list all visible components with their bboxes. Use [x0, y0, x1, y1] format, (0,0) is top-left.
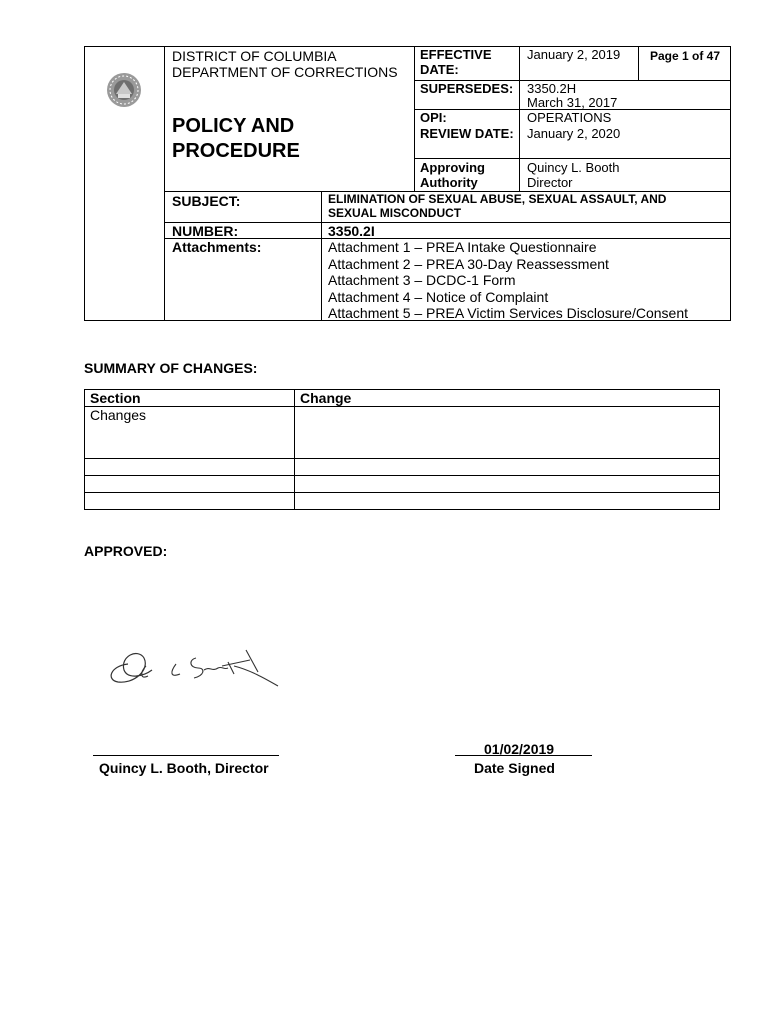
table-line	[84, 389, 720, 390]
approving-authority-value-line1: Quincy L. Booth	[527, 160, 620, 175]
effective-date-label-line1: EFFECTIVE	[420, 47, 492, 62]
subject-value-line1: ELIMINATION OF SEXUAL ABUSE, SEXUAL ASSAULT, AND	[328, 192, 667, 206]
table-line	[84, 475, 720, 476]
date-signed-value: 01/02/2019	[484, 741, 555, 757]
approving-authority-label-line1: Approving	[420, 160, 485, 175]
agency-name-line2: DEPARTMENT OF CORRECTIONS	[172, 64, 398, 80]
supersedes-label: SUPERSEDES:	[420, 81, 514, 96]
approving-authority-value-line2: Director	[527, 175, 573, 190]
table-border-top	[84, 46, 731, 47]
label-value-divider	[321, 191, 322, 321]
column-header-change: Change	[300, 390, 352, 406]
review-date-value: January 2, 2020	[527, 126, 621, 141]
table-line	[84, 389, 85, 510]
column-header-section: Section	[90, 390, 141, 406]
supersedes-value-line2: March 31, 2017	[527, 95, 618, 110]
attachment-item: Attachment 5 – PREA Victim Services Disclosure/Consent	[328, 305, 689, 321]
subject-value-line2: SEXUAL MISCONDUCT	[328, 206, 462, 220]
table-line	[294, 389, 295, 510]
table-line	[719, 389, 720, 510]
dc-seal-logo	[106, 72, 142, 108]
info-divider-page	[638, 46, 639, 80]
doc-type-line1: POLICY AND	[172, 115, 295, 137]
subject-label: SUBJECT:	[172, 193, 241, 209]
number-label: NUMBER:	[172, 223, 239, 239]
attachment-item: Attachment 2 – PREA 30-Day Reassessment	[328, 256, 609, 272]
info-row-line	[414, 158, 730, 159]
logo-divider	[164, 46, 165, 321]
opi-value: OPERATIONS	[527, 110, 612, 125]
approving-authority-label-line2: Authority	[420, 175, 478, 190]
opi-label: OPI:	[420, 110, 447, 125]
date-signed-label: Date Signed	[474, 760, 555, 776]
attachment-item: Attachment 4 – Notice of Complaint	[328, 289, 549, 305]
signature-image	[100, 636, 290, 696]
table-line	[84, 406, 720, 407]
table-line	[84, 458, 720, 459]
info-divider-left	[414, 46, 415, 191]
attachments-label: Attachments:	[172, 239, 262, 255]
signer-name: Quincy L. Booth, Director	[99, 760, 269, 776]
agency-name-line1: DISTRICT OF COLUMBIA	[172, 48, 337, 64]
info-divider-mid	[519, 46, 520, 191]
signature-line	[93, 755, 279, 756]
attachment-item: Attachment 3 – DCDC-1 Form	[328, 272, 516, 288]
effective-date-value: January 2, 2019	[527, 47, 621, 62]
table-border-left	[84, 46, 85, 321]
table-line	[84, 509, 720, 510]
table-line	[84, 492, 720, 493]
table-cell-section: Changes	[90, 407, 147, 423]
table-border-right	[730, 46, 731, 321]
attachment-item: Attachment 1 – PREA Intake Questionnaire	[328, 239, 597, 255]
approved-heading: APPROVED:	[84, 543, 168, 559]
supersedes-value-line1: 3350.2H	[527, 81, 577, 96]
summary-heading: SUMMARY OF CHANGES:	[84, 360, 258, 376]
page-number: Page 1 of 47	[650, 49, 721, 63]
effective-date-label-line2: DATE:	[420, 62, 459, 77]
number-value: 3350.2I	[328, 223, 375, 239]
review-date-label: REVIEW DATE:	[420, 126, 514, 141]
doc-type-line2: PROCEDURE	[172, 140, 300, 162]
number-row-line	[164, 222, 730, 223]
